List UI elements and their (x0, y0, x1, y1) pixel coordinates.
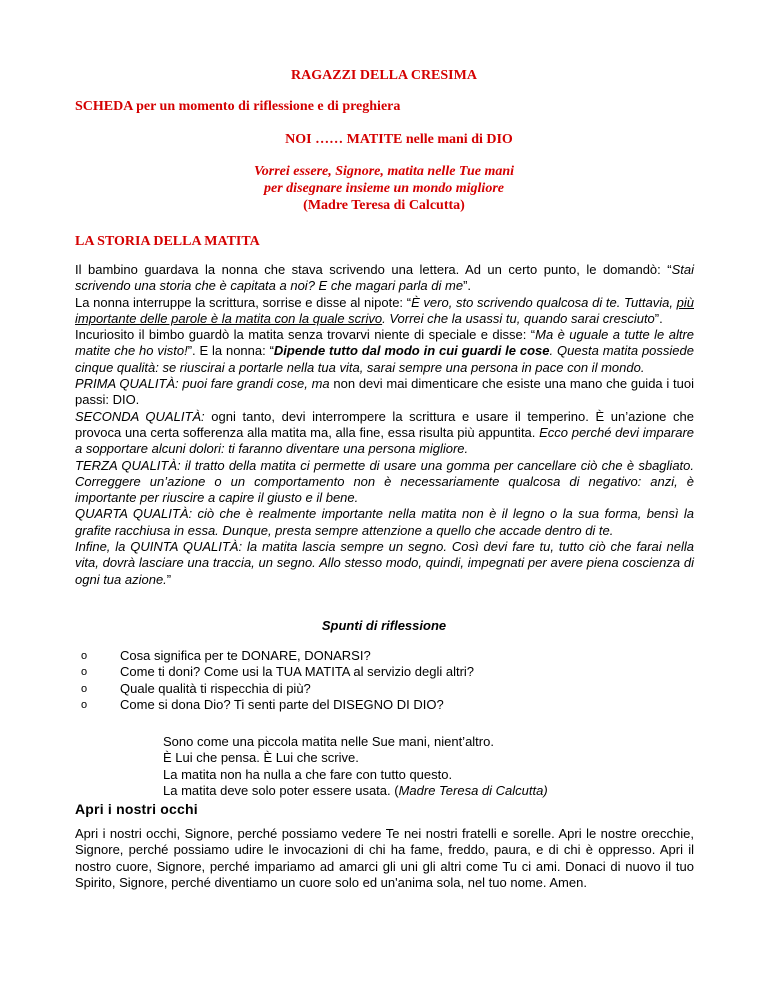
questions-list (75, 648, 474, 713)
scheda-subtitle: SCHEDA per un momento di riflessione e di preghiera (75, 99, 401, 114)
story-paragraph: PRIMA QUALITÀ: puoi fare grandi cose, ma non devi mai dimenticare che esiste una mano che guida i tuoi passi: DIO. (75, 376, 694, 408)
story-text (75, 262, 694, 588)
matite-heading: NOI …… MATITE nelle mani di DIO (285, 132, 513, 147)
bullet-icon: o (81, 650, 88, 662)
opening-quote (0, 163, 768, 214)
prayer-text: Apri i nostri occhi, Signore, perché possiamo vedere Te nei nostri fratelli e sorelle. Apri le nostre orecchie, Signore, perché possiamo udire le invocazioni di chi ha fame, freddo, paura, e di chi è oppresso. Apri il nostro cuore, Signore, perché impariamo ad amarci gli uni gli altri come Tu ci ami. Donaci di nuovo il tuo Spirito, Signore, perché diventiamo un cuore solo ed un'anima sola, nel tuo nome. Amen. (75, 826, 694, 890)
spunti-heading: Spunti di riflessione (321, 618, 447, 633)
storia-heading: LA STORIA DELLA MATITA (75, 234, 260, 249)
story-paragraph: TERZA QUALITÀ: il tratto della matita ci permette di usare una gomma per cancellare ciò che è sbagliato. Correggere un’azione o un comportamento non è necessariamente qualcosa di negativo: anzi, è importante per riuscire a capire il giusto e il bene. (75, 457, 694, 506)
list-item: o Come si dona Dio? Ti senti parte del DISEGNO DI DIO? (81, 696, 444, 712)
prayer-heading: Apri i nostri occhi (75, 801, 198, 817)
story-paragraph: SECONDA QUALITÀ: ogni tanto, devi interrompere la scrittura e usare il temperino. È un’azione che provoca una certa sofferenza alla matita ma, alla fine, essa risulta più appuntita. Ecco perché devi imparare a sopportare alcuni dolori: ti faranno diventare una persona migliore. (75, 408, 694, 457)
story-paragraph: QUARTA QUALITÀ: ciò che è realmente importante nella matita non è il legno o la sua forma, bensì la grafite racchiusa in essa. Dunque, presta sempre attenzione a quello che accade dentro di te. (75, 506, 694, 538)
bullet-icon: o (81, 698, 88, 711)
list-item: o Quale qualità ti rispecchia di più? (81, 680, 311, 696)
poem-line: La matita deve solo poter essere usata. (Madre Teresa di Calcutta) (163, 782, 548, 798)
bullet-icon: o (81, 682, 88, 695)
list-item: o Come ti doni? Come usi la TUA MATITA al servizio degli altri? (81, 664, 475, 680)
story-paragraph: Il bambino guardava la nonna che stava scrivendo una lettera. Ad un certo punto, le domandò: “Stai scrivendo una storia che è capitata a noi? E che magari parla di me”. (75, 262, 694, 294)
story-paragraph: Incuriosito il bimbo guardò la matita senza trovarvi niente di speciale e disse: “Ma è uguale a tutte le altre matite che ho visto!”. E la nonna: “Dipende tutto dal modo in cui guardi le cose. Questa matita possiede cinque qualità: se riuscirai a portarle nella tua vita, sarai sempre una persona in pace con il mondo. (75, 327, 695, 375)
quote-line-1: Vorrei essere, Signore, matita nelle Tue mani (253, 164, 515, 179)
poem-line: È Lui che pensa. È Lui che scrive. (163, 750, 359, 766)
poem-line: La matita non ha nulla a che fare con tutto questo. (163, 766, 453, 782)
quote-line-2: per disegnare insieme un mondo migliore (264, 181, 504, 196)
document-title: RAGAZZI DELLA CRESIMA (291, 68, 477, 83)
story-paragraph: La nonna interruppe la scrittura, sorrise e disse al nipote: “È vero, sto scrivendo qualcosa di te. Tuttavia, più importante delle parole è la matita con la quale scrivo. Vorrei che la usassi tu, quando sarai cresciuto”. (75, 294, 694, 326)
story-paragraph: Infine, la QUINTA QUALITÀ: la matita lascia sempre un segno. Così devi fare tu, tutto ciò che farai nella vita, dovrà lasciare una traccia, un segno. Allo stesso modo, quindi, impegnati per avere piena coscienza di ogni tua azione.” (75, 539, 694, 587)
quote-author: (Madre Teresa di Calcutta) (303, 198, 465, 213)
poem-line: Sono come una piccola matita nelle Sue mani, nient’altro. (163, 734, 494, 749)
list-item: o Cosa significa per te DONARE, DONARSI? (81, 648, 371, 663)
poem (163, 734, 548, 799)
bullet-icon: o (81, 666, 88, 679)
